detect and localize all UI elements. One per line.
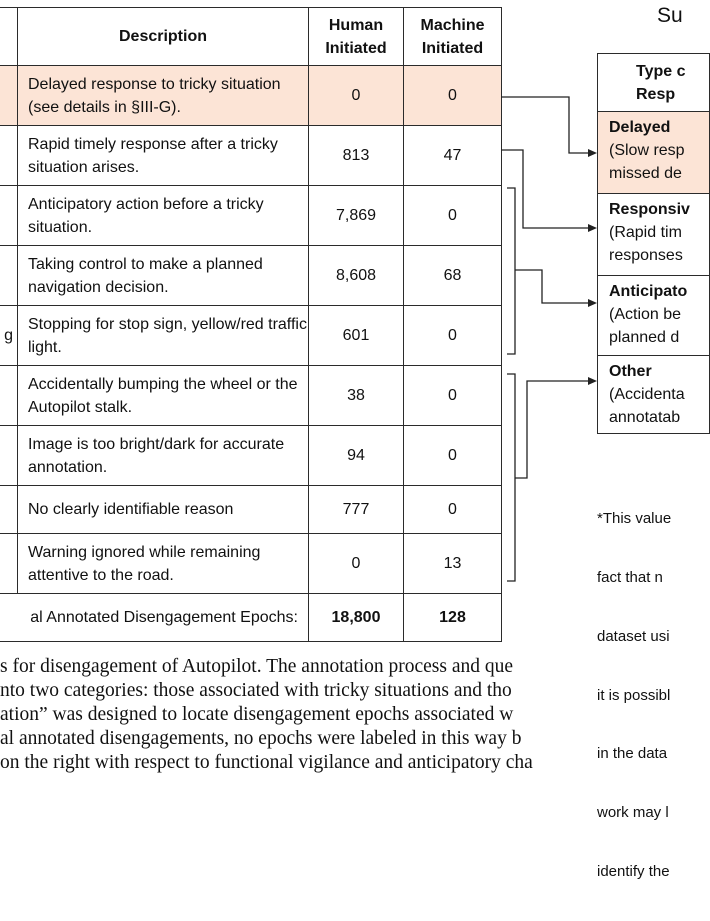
row-human-count: 0 xyxy=(309,534,404,594)
row-description: Rapid timely response after a tricky situation arises. xyxy=(18,126,309,186)
row-human-count: 94 xyxy=(309,426,404,486)
summary-table xyxy=(597,53,710,434)
row-human-count: 601 xyxy=(309,306,404,366)
row-machine-count: 68 xyxy=(404,246,502,306)
row-human-count: 813 xyxy=(309,126,404,186)
footnote-line: work may l xyxy=(597,804,669,822)
body-paragraph xyxy=(0,655,700,775)
summary-box-text: (Slow resp missed de xyxy=(609,142,685,182)
arrow-icon xyxy=(588,149,597,157)
row-human-count: 38 xyxy=(309,366,404,426)
summary-box-text: (Accidenta annotatab xyxy=(609,386,685,426)
body-line: al annotated disengagements, no epochs were labeled in this way b xyxy=(0,728,522,749)
total-machine-count: 128 xyxy=(404,594,502,642)
row-description: Warning ignored while remaining attentive to the road. xyxy=(18,534,309,594)
total-label: al Annotated Disengagement Epochs: xyxy=(0,594,309,642)
footnote-line: in the data xyxy=(597,745,668,763)
summary-box-responsive xyxy=(598,194,710,276)
other-bracket xyxy=(507,374,515,581)
other-connector xyxy=(515,381,590,478)
row-machine-count: 0 xyxy=(404,486,502,534)
summary-box-label: Other xyxy=(609,363,652,380)
footnote-line: fact that n xyxy=(597,568,663,586)
summary-box-label: Delayed xyxy=(609,119,671,136)
row-description: Accidentally bumping the wheel or the Autopilot stalk. xyxy=(18,366,309,426)
row-description: Image is too bright/dark for accurate annotation. xyxy=(18,426,309,486)
anticipatory-connector xyxy=(515,270,590,303)
summary-box-other xyxy=(598,356,710,434)
footnote-line: identify the xyxy=(597,862,670,880)
row-description: Delayed response to tricky situation (see details in §III-G). xyxy=(18,66,309,126)
arrow-icon xyxy=(588,224,597,232)
summary-header: Type c Resp xyxy=(598,54,710,112)
summary-box-label: Responsiv xyxy=(609,201,690,218)
delayed-connector xyxy=(501,97,590,153)
row-description: Anticipatory action before a tricky situation. xyxy=(18,186,309,246)
summary-header-row xyxy=(598,54,710,112)
row-description: No clearly identifiable reason xyxy=(18,486,309,534)
arrow-icon xyxy=(588,377,597,385)
row-machine-count: 13 xyxy=(404,534,502,594)
summary-box-label: Anticipato xyxy=(609,283,688,300)
row-machine-count: 0 xyxy=(404,186,502,246)
summary-title: Su xyxy=(657,4,683,27)
row-category: g xyxy=(0,306,18,366)
row-machine-count: 0 xyxy=(404,306,502,366)
arrow-icon xyxy=(588,299,597,307)
summary-box-text: (Rapid tim responses xyxy=(609,224,683,264)
row-human-count: 0 xyxy=(309,66,404,126)
body-line: ation” was designed to locate disengagement epochs associated w xyxy=(0,704,514,725)
human-initiated-header: Human Initiated xyxy=(309,8,404,66)
row-machine-count: 0 xyxy=(404,366,502,426)
body-line: on the right with respect to functional vigilance and anticipatory cha xyxy=(0,752,533,773)
row-human-count: 777 xyxy=(309,486,404,534)
row-human-count: 8,608 xyxy=(309,246,404,306)
body-line: nto two categories: those associated with tricky situations and tho xyxy=(0,680,512,701)
summary-box-delayed xyxy=(598,112,710,194)
row-machine-count: 0 xyxy=(404,426,502,486)
row-description: Taking control to make a planned navigation decision. xyxy=(18,246,309,306)
summary-box-text: (Action be planned d xyxy=(609,306,682,346)
description-header: Description xyxy=(18,8,309,66)
row-human-count: 7,869 xyxy=(309,186,404,246)
row-description: Stopping for stop sign, yellow/red traffic light. xyxy=(18,306,309,366)
row-machine-count: 0 xyxy=(404,66,502,126)
footnote-line: *This value xyxy=(597,510,672,528)
total-human-count: 18,800 xyxy=(309,594,404,642)
footnote-line: dataset usi xyxy=(597,627,670,645)
machine-initiated-header: Machine Initiated xyxy=(404,8,502,66)
body-line: s for disengagement of Autopilot. The annotation process and que xyxy=(0,656,514,677)
footnote-line: it is possibl xyxy=(597,686,671,704)
anticipatory-bracket xyxy=(507,188,515,354)
row-machine-count: 47 xyxy=(404,126,502,186)
summary-box-anticipatory xyxy=(598,276,710,356)
